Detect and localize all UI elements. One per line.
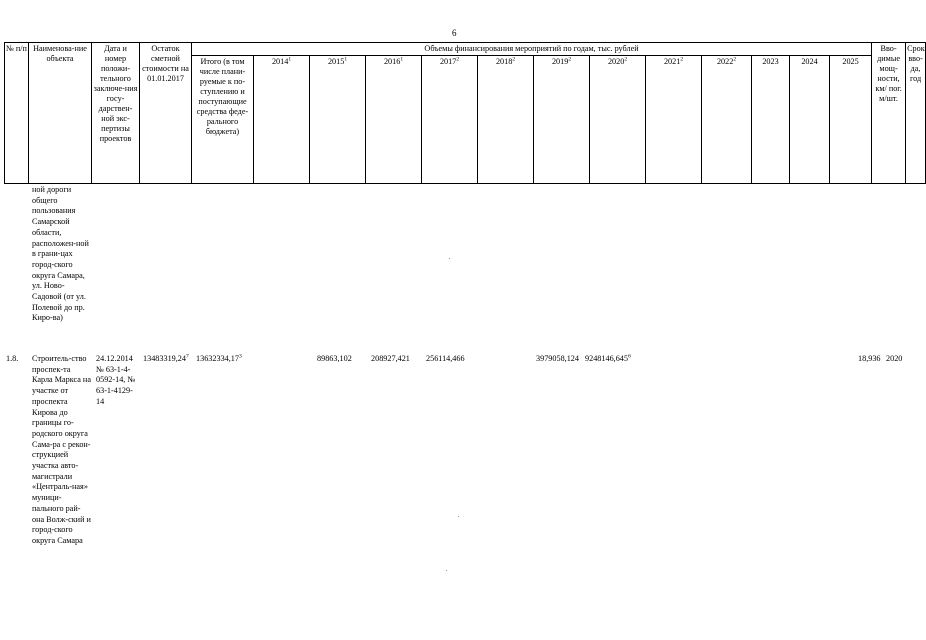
col-remainder: Остаток сметной стоимости на 01.01.2017 [140,43,192,184]
col-year: 2023 [752,56,790,184]
page-number: 6 [452,28,457,38]
scan-speck [458,516,459,517]
col-year: 2025 [830,56,872,184]
col-year: 2021$^2$ [646,56,702,184]
scan-speck [449,258,450,259]
value-2019: 3979058,124 [536,354,579,363]
col-year: 2015$^1$ [310,56,366,184]
col-term: Срок вво-да, год [906,43,926,184]
total-value: 13632334,17$^3$ [196,353,242,363]
value-2017: 256114,466 [426,354,465,363]
capacity-value: 18,936 [858,354,881,363]
object-name: Строитель-ство проспек-та Карла Маркса на участке от проспекта Кирова до границы го-родского округа Сама-ра с рекон-струкцией участка авто-магистрали «Централь-ная» муници-пального рай-она Волж-ский и город-ского округа Самара [32,354,91,545]
col-year: 2022$^2$ [702,56,752,184]
col-expertise: Дата и номер положи-тельного заключе-ния госу-дарствен-ной экс-пертизы проектов [92,43,140,184]
expertise-info: 24.12.2014 № 63-1-4-0592-14, № 63-1-4129-14 [96,354,136,406]
col-capacity: Вво-димые мощ-ности, км/ пог. м/шт. [872,43,906,184]
col-name: Наименова-ние объекта [29,43,92,184]
col-year: 2014$^1$ [254,56,310,184]
col-total: Итого (в том числе плани-руемые к по-ступлению и поступающие средства феде-рального бюджета) [192,56,254,184]
scan-speck [446,570,447,571]
row-number: 1.8. [6,354,19,363]
col-year: 2017$^2$ [422,56,478,184]
col-financing: Объемы финансирования мероприятий по годам, тыс. рублей [192,43,872,56]
term-value: 2020 [886,354,903,363]
value-2016: 208927,421 [371,354,410,363]
remainder-value: 13483319,24$^7$ [143,353,189,363]
value-2020: 9248146,645$^6$ [585,353,631,363]
col-year: 2024 [790,56,830,184]
financing-table-header [4,42,926,184]
continuation-text: ной дороги общего пользования Самарской области, расположен-ной в грани-цах город-ского округа Самара, ул. Ново-Садовой (от ул. Полевой до пр. Киро-ва) [32,185,89,323]
col-year: 2018$^2$ [478,56,534,184]
col-year: 2020$^2$ [590,56,646,184]
col-year: 2016$^1$ [366,56,422,184]
col-year: 2019$^2$ [534,56,590,184]
value-2015: 89863,102 [317,354,352,363]
col-no: № п/п [5,43,29,184]
